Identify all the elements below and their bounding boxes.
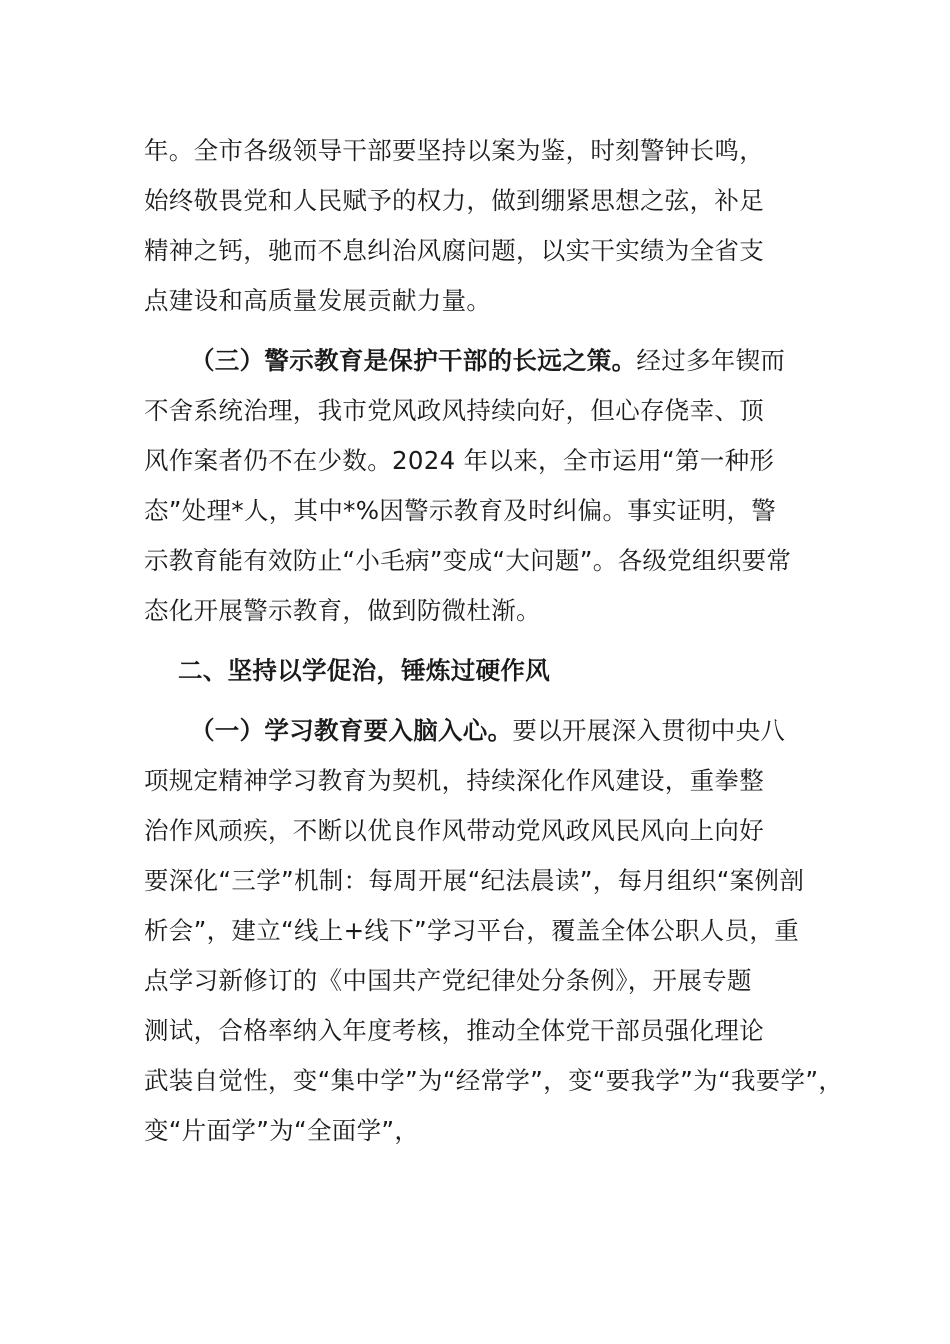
text-line: 武装自觉性，变“集中学”为“经常学”，变“要我学”为“我要学”， — [144, 1066, 844, 1095]
paragraph-warning-education — [144, 336, 834, 636]
subsection-heading-3: （三）警示教育是保护干部的长远之策。 — [190, 346, 637, 375]
paragraph-spacer — [144, 636, 834, 646]
paragraph-spacer — [144, 696, 834, 706]
document-body — [144, 126, 844, 1156]
paragraph-study-education — [144, 706, 844, 1156]
text-line: 变“片面学”为“全面学”， — [144, 1116, 420, 1145]
text-line: 不舍系统治理，我市党风政风持续向好，但心存侥幸、顶 — [144, 396, 764, 425]
subsection-heading-1: （一）学习教育要入脑入心。 — [190, 716, 513, 745]
section-heading-2 — [144, 646, 834, 696]
text-line: 治作风顽疾，不断以优良作风带动党风政风民风向上向好 — [144, 816, 764, 845]
text-run: 要以开展深入贯彻中央八 — [512, 716, 786, 745]
text-line — [144, 706, 834, 756]
text-line: 析会”，建立“线上+线下”学习平台，覆盖全体公职人员，重 — [144, 916, 800, 945]
text-line: 态”处理*人，其中*%因警示教育及时纠偏。事实证明，警 — [144, 496, 777, 525]
text-run: 经过多年锲而 — [636, 346, 786, 375]
text-line: 点学习新修订的《中国共产党纪律处分条例》，开展专题 — [144, 966, 752, 995]
text-line: 态化开展警示教育，做到防微杜渐。 — [144, 596, 541, 625]
text-line: 要深化“三学”机制：每周开展“纪法晨读”，每月组织“案例剖 — [144, 866, 805, 895]
text-line — [144, 336, 834, 386]
text-line: 项规定精神学习教育为契机，持续深化作风建设，重拳整 — [144, 766, 764, 795]
text-line: 精神之钙，驰而不息纠治风腐问题，以实干实绩为全省支 — [144, 236, 764, 265]
text-line: 示教育能有效防止“小毛病”变成“大问题”。各级党组织要常 — [144, 546, 792, 575]
paragraph-leaders-vigilance — [144, 126, 834, 326]
text-line: 始终敬畏党和人民赋予的权力，做到绷紧思想之弦，补足 — [144, 186, 764, 215]
text-line: 年。全市各级领导干部要坚持以案为鉴，时刻警钟长鸣， — [144, 136, 764, 165]
section-heading-text: 二、坚持以学促治，锤炼过硬作风 — [178, 656, 550, 685]
paragraph-spacer — [144, 326, 834, 336]
text-line: 测试，合格率纳入年度考核，推动全体党干部员强化理论 — [144, 1016, 764, 1045]
text-line: 点建设和高质量发展贡献力量。 — [144, 286, 492, 315]
text-line: 风作案者仍不在少数。2024 年以来，全市运用“第一种形 — [144, 446, 775, 475]
